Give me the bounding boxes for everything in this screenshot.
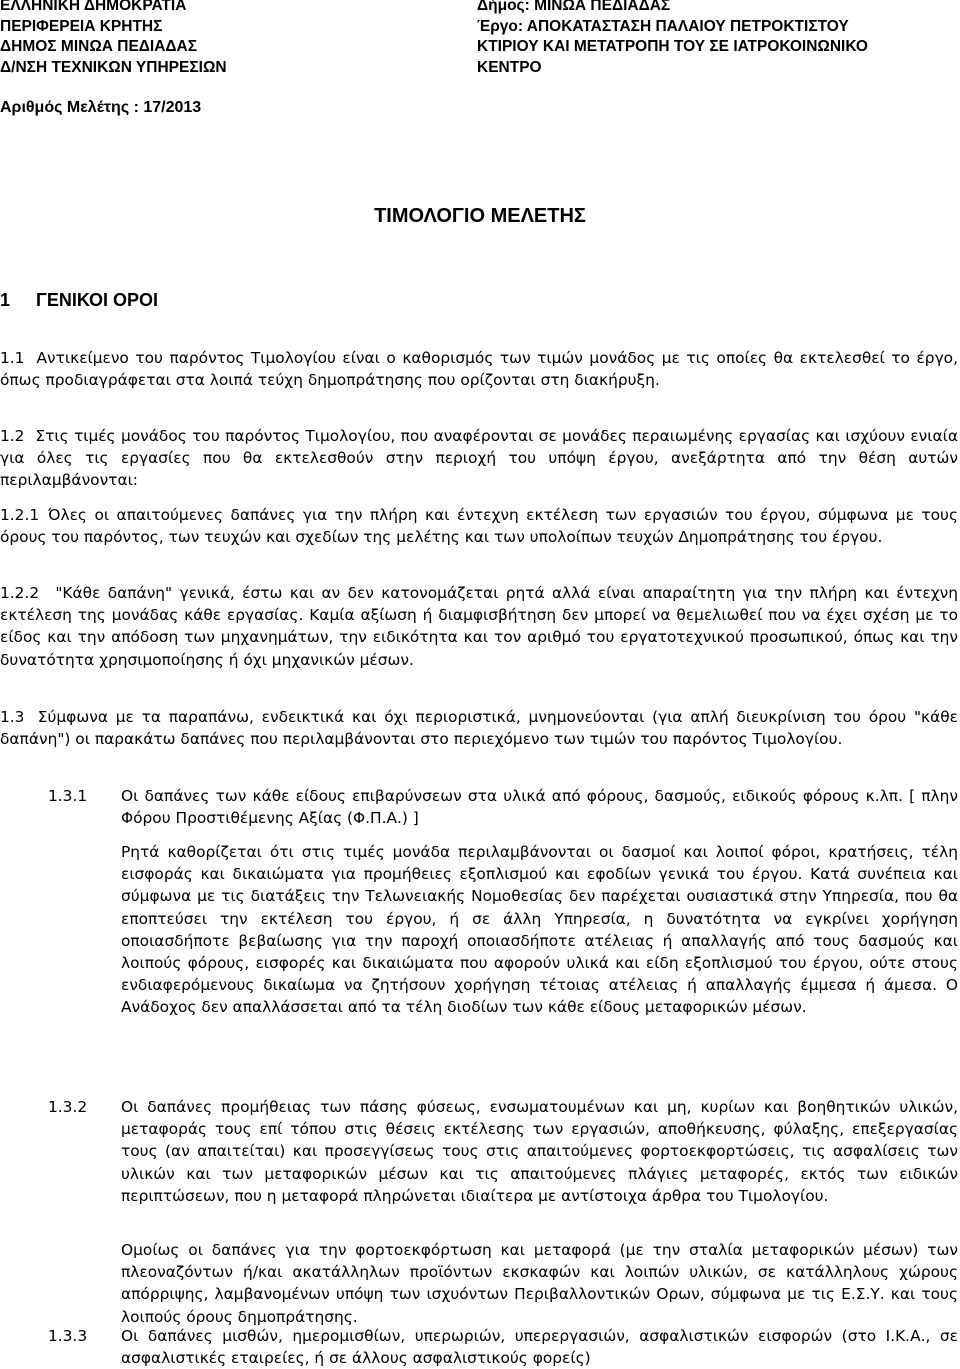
header-left [0,0,227,78]
paragraph-1-2-1 [0,504,958,548]
paragraph-text: Αντικείμενο του παρόντος Τιμολογίου είναι ο καθορισμός των τιμών μονάδος με τις οποίες θα εκτελεσθεί το έργο, όπως προδιαγράφεται στα λοιπά τεύχη δημοπράτησης που ορίζονται στη διακήρυξη. [0,349,958,390]
section-heading [0,290,158,311]
study-number: Αριθμός Μελέτης : 17/2013 [0,99,202,116]
header-right-line: ΚΕΝΤΡΟ [477,58,542,76]
header-left-line: ΔΗΜΟΣ ΜΙΝΩΑ ΠΕΔΙΑΔΑΣ [0,38,198,55]
paragraph-number: 1.3.3 [48,1327,88,1345]
section-title: ΓΕΝΙΚΟΙ ΟΡΟΙ [36,290,159,310]
paragraph-text: Στις τιμές μονάδος του παρόντος Τιμολογίου, που αναφέρονται σε μονάδες περαιωμένης εργασίας και ισχύουν ενιαία για όλες τις εργασίες που θα εκτελεσθούν στην περιοχή του υπόψη έργου, ανεξάρτητα από την θέση αυτών περιλαμβάνονται: [0,427,958,490]
paragraph-1-3-3: Οι δαπάνες μισθών, ημερομισθίων, υπερωριών, υπερεργασιών, ασφαλιστικών εισφορών (στο Ι.Κ.Α., σε ασφαλιστικές εταιρείες, ή σε άλλους ασφαλιστικούς φορείς) [121,1327,958,1368]
paragraph-1-3 [0,706,958,750]
header-left-line: ΠΕΡΙΦΕΡΕΙΑ ΚΡΗΤΗΣ [0,17,163,35]
document-title: ΤΙΜΟΛΟΓΙΟ ΜΕΛΕΤΗΣ [374,205,586,227]
paragraph-1-3-2-detail: Ομοίως οι δαπάνες για την φορτοεκφόρτωση και μεταφορά (με την σταλία μεταφορικών μέσων) των πλεοναζόντων ή/και ακατάλληλων προϊόντων εκσκαφών και λοιπών υλικών, σε κατάλληλους χώρους απόρριψης, λαμβανομένων υπόψη των ισχυόντων Περιβαλλοντικών Ορων, σύμφωνα με τις Ε.Σ.Υ. και τους λοιπούς όρους δημοπράτησης. [121,1241,958,1326]
paragraph-number: 1.2.2 [0,584,40,602]
paragraph-number: 1.2 [0,427,25,445]
header-right [477,0,868,78]
header-right-line: ΚΤΙΡΙΟΥ ΚΑΙ ΜΕΤΑΤΡΟΠΗ ΤΟΥ ΣΕ ΙΑΤΡΟΚΟΙΝΩΝΙΚΟ [477,38,868,55]
header-right-line: Δήμος: ΜΙΝΩΑ ΠΕΔΙΑΔΑΣ [477,0,671,14]
section-number: 1 [0,290,11,310]
paragraph-number: 1.3.2 [48,1098,88,1116]
paragraph-number: 1.1 [0,349,25,367]
header-right-line: Έργο: ΑΠΟΚΑΤΑΣΤΑΣΗ ΠΑΛΑΙΟΥ ΠΕΤΡΟΚΤΙΣΤΟΥ [477,17,849,35]
paragraph-number: 1.3 [0,708,25,726]
paragraph-1-2 [0,425,958,492]
paragraph-number: 1.3.1 [48,787,88,805]
paragraph-1-3-2: Οι δαπάνες προμήθειας των πάσης φύσεως, ενσωματουμένων και μη, κυρίων και βοηθητικών υλικών, μεταφοράς τους επί τόπου στις θέσεις εκτέλεσης των εργασιών, αποθήκευσης, φύλαξης, επεξεργασίας τους (αν απαιτείται) και προσεγγίσεως τους στις απαιτούμενες φορτοεκφορτώσεις, τις ασφαλίσεις των υλικών και των μεταφορικών μέσων και τις απαιτούμενες πλάγιες μεταφορές, εκτός των ειδικών περιπτώσεων, που η μεταφορά πληρώνεται ιδιαίτερα με αντίστοιχα άρθρα του Τιμολογίου. [121,1098,958,1205]
paragraph-1-3-1-detail: Ρητά καθορίζεται ότι στις τιμές μονάδα περιλαμβάνονται οι δασμοί και λοιποί φόροι, κρατήσεις, τέλη εισφοράς και δικαιώματα για προμήθειες εξοπλισμού και εφοδίων γενικά του έργου. Κατά συνέπεια και σύμφωνα με τις διατάξεις την Τελωνειακής Νομοθεσίας δεν παρέχεται ουσιαστικά στην Υπηρεσία, που θα εποπτεύσει την εκτέλεση του έργου, ή σε άλλη Υπηρεσία, η δυνατότητα να εγκρίνει χορήγηση οποιασδήποτε βεβαίωσης για την παροχή οποιασδήποτε ατέλειας ή απαλλαγής από τους δασμούς και λοιπούς φόρους, εισφορές και δικαιώματα που αφορούν υλικά και είδη εξοπλισμού του έργου, ούτε στους ενδιαφερόμενους δικαίωμα να ζητήσουν χορήγηση τέτοιας ατέλειας ή απαλλαγής έμμεσα ή άμεσα. Ο Ανάδοχος δεν απαλλάσσεται από τα τέλη διοδίων των κάθε είδους μεταφορικών μέσων. [121,843,958,1017]
paragraph-1-2-2 [0,582,958,671]
paragraph-number: 1.2.1 [0,506,40,524]
paragraph-text: "Κάθε δαπάνη" γενικά, έστω και αν δεν κατονομάζεται ρητά αλλά είναι απαραίτητη για την πλήρη και έντεχνη εκτέλεση της μονάδας κάθε εργασίας. Καμία αξίωση ή διαμφισβήτηση δεν μπορεί να θεμελιωθεί που να έχει σχέση με το είδος και την απόδοση των μηχανημάτων, την ειδικότητα και τον αριθμό του εργατοτεχνικού προσωπικού, όπως και την δυνατότητα χρησιμοποίησης ή όχι μηχανικών μέσων. [0,584,958,669]
header-left-line: ΕΛΛΗΝΙΚΗ ΔΗΜΟΚΡΑΤΙΑ [0,0,187,14]
paragraph-1-1 [0,347,958,391]
header-left-line: Δ/ΝΣΗ ΤΕΧΝΙΚΩΝ ΥΠΗΡΕΣΙΩΝ [0,58,227,76]
paragraph-1-3-1: Οι δαπάνες των κάθε είδους επιβαρύνσεων στα υλικά από φόρους, δασμούς, ειδικούς φόρους κ.λπ. [ πλην Φόρου Προστιθέμενης Αξίας (Φ.Π.Α.) ] [121,787,958,828]
paragraph-text: Σύμφωνα με τα παραπάνω, ενδεικτικά και όχι περιοριστικά, μνημονεύονται (για απλή διευκρίνιση του όρου "κάθε δαπάνη") οι παρακάτω δαπάνες που περιλαμβάνονται στο περιεχόμενο των τιμών του παρόντος Τιμολογίου. [0,708,958,749]
paragraph-text: Όλες οι απαιτούμενες δαπάνες για την πλήρη και έντεχνη εκτέλεση των εργασιών του έργου, σύμφωνα με τους όρους του παρόντος, των τευχών και σχεδίων της μελέτης και των υπολοίπων τευχών Δημοπράτησης του έργου. [0,506,958,547]
